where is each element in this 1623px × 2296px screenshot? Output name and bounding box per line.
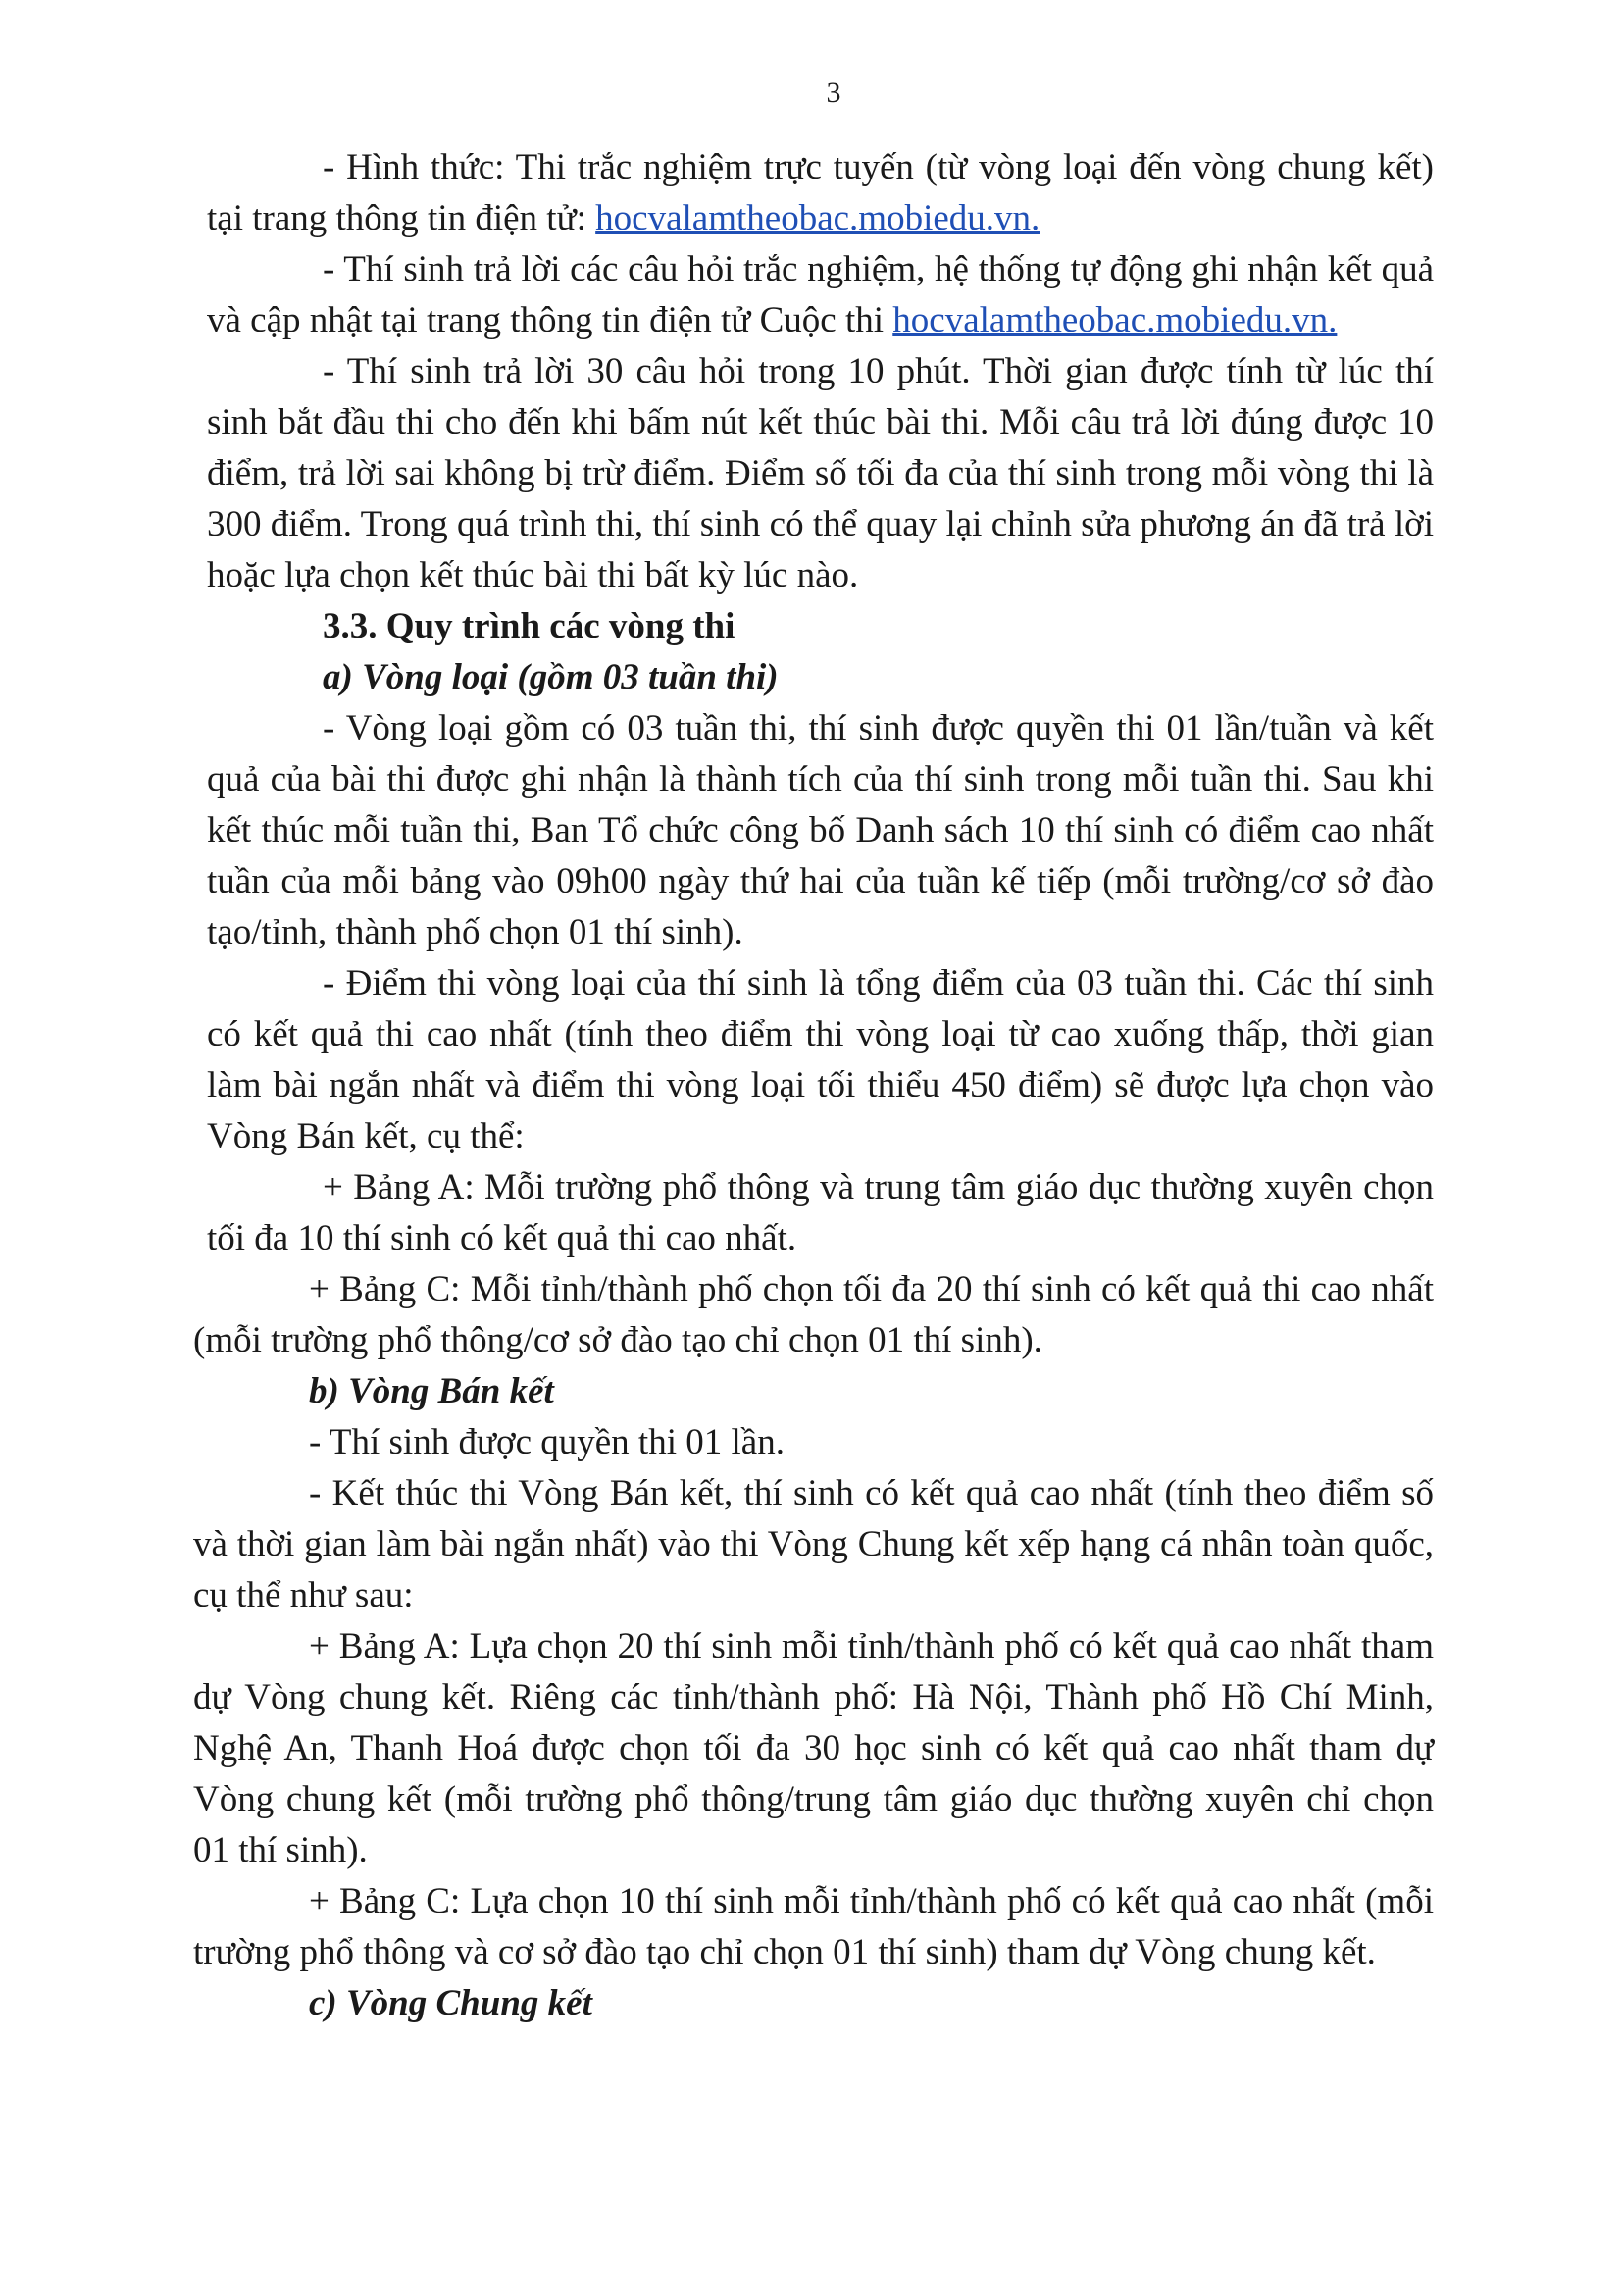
paragraph-semifinal-attempt: - Thí sinh được quyền thi 01 lần.: [309, 1422, 785, 1462]
paragraph-answer-system-text: - Thí sinh trả lời các câu hỏi trắc nghiệm, hệ thống tự động ghi nhận kết quả và cập nhật tại trang thông tin điện tử Cuộc thi: [207, 249, 1434, 340]
paragraph-qualifying-weeks: - Vòng loại gồm có 03 tuần thi, thí sinh được quyền thi 01 lần/tuần và kết quả của bài thi được ghi nhận là thành tích của thí sinh trong mỗi tuần thi. Sau khi kết thúc mỗi tuần thi, Ban Tổ chức công bố Danh sách 10 thí sinh có điểm cao nhất tuần của mỗi bảng vào 09h00 ngày thứ hai của tuần kế tiếp (mỗi trường/cơ sở đào tạo/tỉnh, thành phố chọn 01 thí sinh).: [207, 708, 1434, 952]
subheading-final: c) Vòng Chung kết: [309, 1983, 592, 2023]
paragraph-qualifying-score: - Điểm thi vòng loại của thí sinh là tổng điểm của 03 tuần thi. Các thí sinh có kết quả thi cao nhất (tính theo điểm thi vòng loại từ cao xuống thấp, thời gian làm bài ngắn nhất và điểm thi vòng loại tối thiểu 450 điểm) sẽ được lựa chọn vào Vòng Bán kết, cụ thể:: [207, 963, 1434, 1156]
website-link[interactable]: hocvalamtheobac.mobiedu.vn.: [595, 198, 1040, 238]
subheading-qualifying-round: a) Vòng loại (gồm 03 tuần thi): [323, 657, 779, 697]
paragraph-board-a-semifinal: + Bảng A: Lựa chọn 20 thí sinh mỗi tỉnh/thành phố có kết quả cao nhất tham dự Vòng chung kết. Riêng các tỉnh/thành phố: Hà Nội, Thành phố Hồ Chí Minh, Nghệ An, Thanh Hoá được chọn tối đa 30 học sinh có kết quả cao nhất tham dự Vòng chung kết (mỗi trường phổ thông/trung tâm giáo dục thường xuyên chỉ chọn 01 thí sinh).: [193, 1626, 1434, 1870]
paragraph-answer-system: [193, 244, 1434, 346]
contest-website-link[interactable]: hocvalamtheobac.mobiedu.vn.: [892, 300, 1338, 340]
subheading-semifinal: b) Vòng Bán kết: [309, 1371, 554, 1411]
paragraph-board-a-qualifying: + Bảng A: Mỗi trường phổ thông và trung tâm giáo dục thường xuyên chọn tối đa 10 thí sinh có kết quả thi cao nhất.: [207, 1167, 1434, 1258]
page-number: 3: [826, 77, 841, 109]
document-body: [193, 142, 1434, 2029]
paragraph-semifinal-result: - Kết thúc thi Vòng Bán kết, thí sinh có kết quả cao nhất (tính theo điểm số và thời gian làm bài ngắn nhất) vào thi Vòng Chung kết xếp hạng cá nhân toàn quốc, cụ thể như sau:: [193, 1473, 1434, 1615]
paragraph-format: [193, 142, 1434, 244]
paragraph-board-c-semifinal: + Bảng C: Lựa chọn 10 thí sinh mỗi tỉnh/thành phố có kết quả cao nhất (mỗi trường phổ thông và cơ sở đào tạo chỉ chọn 01 thí sinh) tham dự Vòng chung kết.: [193, 1881, 1434, 1972]
section-heading-3-3: 3.3. Quy trình các vòng thi: [323, 606, 735, 646]
paragraph-board-c-qualifying: + Bảng C: Mỗi tỉnh/thành phố chọn tối đa 20 thí sinh có kết quả thi cao nhất (mỗi trường phổ thông/cơ sở đào tạo chỉ chọn 01 thí sinh).: [193, 1269, 1434, 1360]
paragraph-format-text: - Hình thức: Thi trắc nghiệm trực tuyến (từ vòng loại đến vòng chung kết) tại trang thông tin điện tử:: [207, 147, 1434, 238]
paragraph-time-rules: - Thí sinh trả lời 30 câu hỏi trong 10 phút. Thời gian được tính từ lúc thí sinh bắt đầu thi cho đến khi bấm nút kết thúc bài thi. Mỗi câu trả lời đúng được 10 điểm, trả lời sai không bị trừ điểm. Điểm số tối đa của thí sinh trong mỗi vòng thi là 300 điểm. Trong quá trình thi, thí sinh có thể quay lại chỉnh sửa phương án đã trả lời hoặc lựa chọn kết thúc bài thi bất kỳ lúc nào.: [207, 351, 1434, 595]
